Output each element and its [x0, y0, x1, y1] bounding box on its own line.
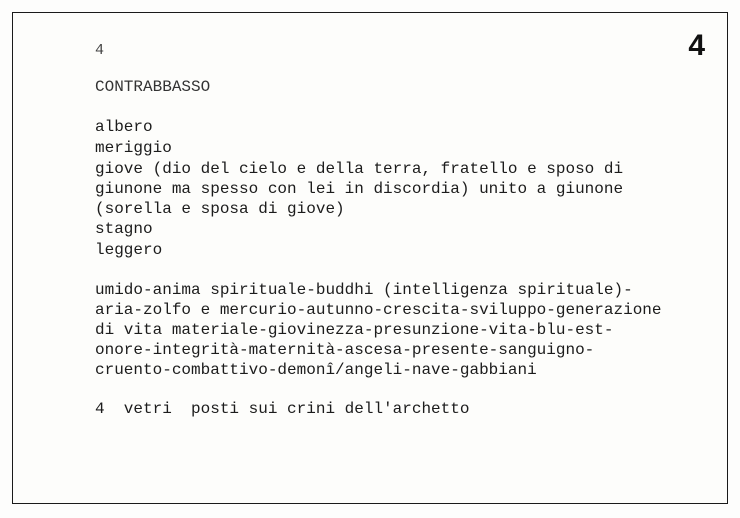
paragraph-line: aria-zolfo e mercurio-autunno-crescita-sviluppo-generazione	[95, 301, 662, 319]
paragraph-line: di vita materiale-giovinezza-presunzione-vita-blu-est-	[95, 321, 614, 339]
list-item: giove (dio del cielo e della terra, fratello e sposo di	[95, 160, 624, 178]
corner-page-number: 4	[688, 29, 705, 62]
list-item: giunone ma spesso con lei in discordia) unito a giunone	[95, 180, 624, 198]
footer-note: 4 vetri posti sui crini dell'archetto	[95, 400, 470, 418]
list-item: leggero	[95, 241, 163, 259]
list-item: stagno	[95, 220, 153, 238]
typed-page-number: 4	[95, 42, 105, 59]
list-item: meriggio	[95, 139, 172, 157]
paragraph-line: umido-anima spirituale-buddhi (intelligenza spirituale)-	[95, 281, 633, 299]
list-item: albero	[95, 118, 153, 136]
list-item: (sorella e sposa di giove)	[95, 200, 345, 218]
document-title: CONTRABBASSO	[95, 78, 211, 96]
paragraph-line: cruento-combattivo-demonî/angeli-nave-gabbiani	[95, 361, 537, 379]
paragraph-line: onore-integrità-maternità-ascesa-presente-sanguigno-	[95, 341, 595, 359]
